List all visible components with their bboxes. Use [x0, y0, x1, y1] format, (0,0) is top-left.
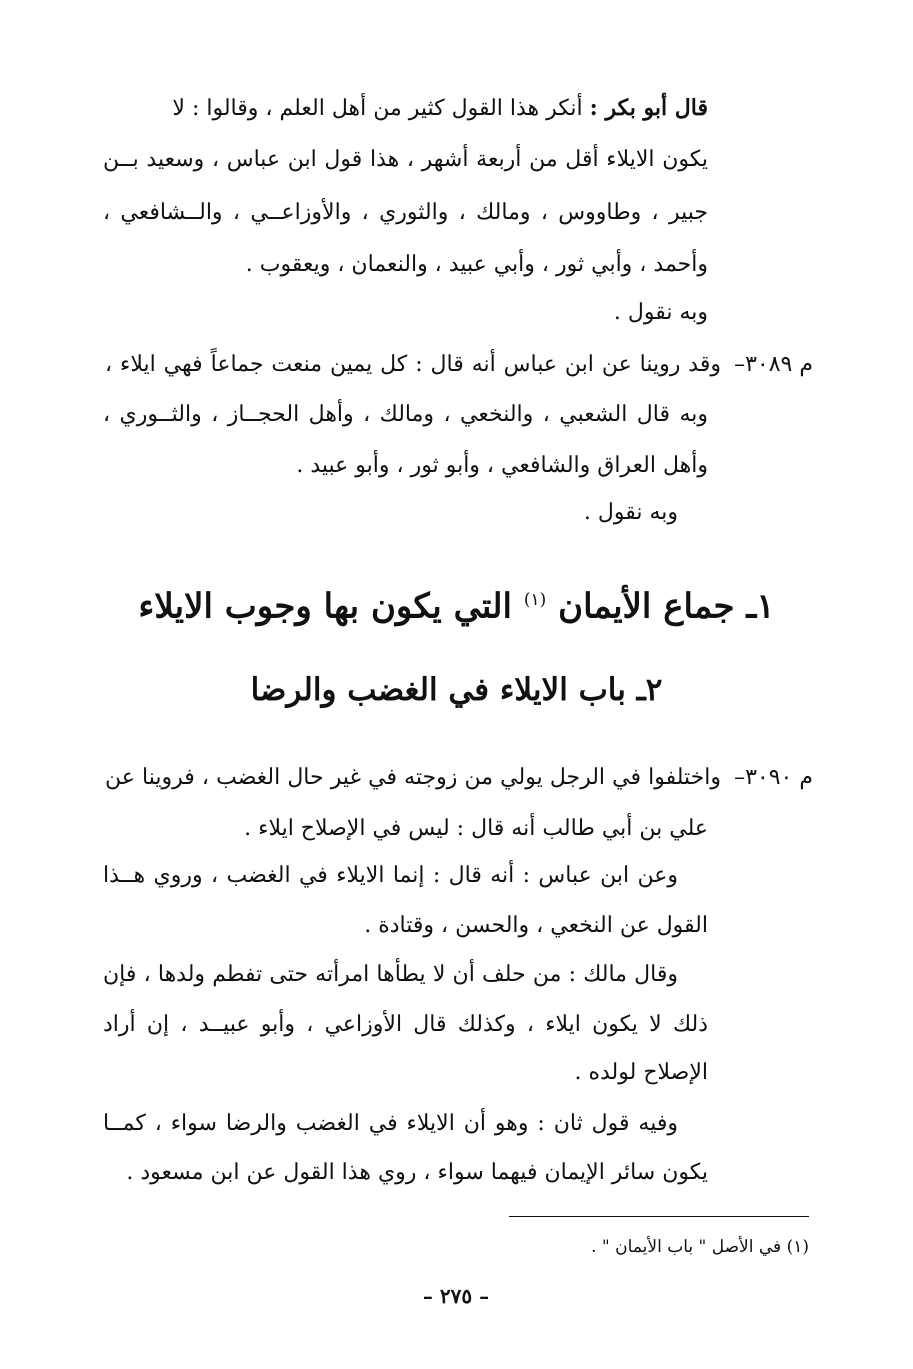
entry-number-3090: م ٣٠٩٠–: [734, 765, 813, 790]
p3-line-1: واختلفوا في الرجل يولي من زوجته في غير حال الغضب ، فروينا عن: [105, 765, 721, 790]
p1-line-5: وبه نقول .: [613, 300, 708, 325]
p5-line-1: وقال مالك : من حلف أن لا يطأها امرأته حتى تفطم ولدها ، فإن: [103, 962, 678, 987]
p1-line-1-text: أنكر هذا القول كثير من أهل العلم ، وقالوا : لا: [172, 96, 583, 121]
footnote-text: في الأصل " باب الأيمان " .: [591, 1237, 782, 1257]
p2-line-4: وبه نقول .: [583, 500, 678, 525]
footnote-mark: (١): [786, 1237, 809, 1257]
p1-line-2: يكون الايلاء أقل من أربعة أشهر ، هذا قول ابن عباس ، وسعيد بــن: [103, 147, 708, 172]
chapter-heading-after: التي يكون بها وجوب الايلاء: [138, 586, 512, 627]
p4-line-1: وعن ابن عباس : أنه قال : إنما الايلاء في الغضب ، وروي هــذا: [103, 863, 678, 888]
entry-number-3089: م ٣٠٨٩–: [734, 352, 813, 377]
footnote-reference: (١): [523, 590, 547, 610]
p5-line-2: ذلك لا يكون ايلاء ، وكذلك قال الأوزاعي ، وأبو عبيــد ، إن أراد: [103, 1012, 708, 1037]
p5-line-3: الإصلاح لولده .: [574, 1060, 708, 1085]
p6-line-1: وفيه قول ثان : وهو أن الايلاء في الغضب والرضا سواء ، كمــا: [103, 1111, 678, 1136]
p4-line-2: القول عن النخعي ، والحسن ، وقتادة .: [364, 913, 708, 938]
page-number: – ٢٧٥ –: [422, 1284, 490, 1308]
p6-line-2: يكون سائر الإيمان فيهما سواء ، روي هذا القول عن ابن مسعود .: [126, 1160, 708, 1185]
footnote: [591, 1235, 809, 1259]
p3-line-2: علي بن أبي طالب أنه قال : ليس في الإصلاح ايلاء .: [244, 816, 708, 841]
p1-line-3: جبير ، وطاووس ، ومالك ، والثوري ، والأوزاعــي ، والــشافعي ،: [103, 200, 708, 225]
chapter-heading-before: ١ـ جماع الأيمان: [558, 586, 775, 627]
p2-line-2: وبه قال الشعبي ، والنخعي ، ومالك ، وأهل الحجــاز ، والثــوري ،: [103, 402, 708, 427]
p2-line-3: وأهل العراق والشافعي ، وأبو ثور ، وأبو عبيد .: [296, 453, 708, 478]
speaker-label: قال أبو بكر :: [589, 95, 708, 121]
p1-line-4: وأحمد ، وأبي ثور ، وأبي عبيد ، والنعمان ، ويعقوب .: [245, 252, 708, 277]
footnote-separator: [509, 1216, 809, 1217]
p1-line-1: [172, 93, 708, 124]
p2-line-1: وقد روينا عن ابن عباس أنه قال : كل يمين منعت جماعاً فهي ايلاء ،: [105, 352, 721, 377]
chapter-heading: [100, 578, 813, 628]
section-heading: ٢ـ باب الايلاء في الغضب والرضا: [250, 672, 663, 708]
